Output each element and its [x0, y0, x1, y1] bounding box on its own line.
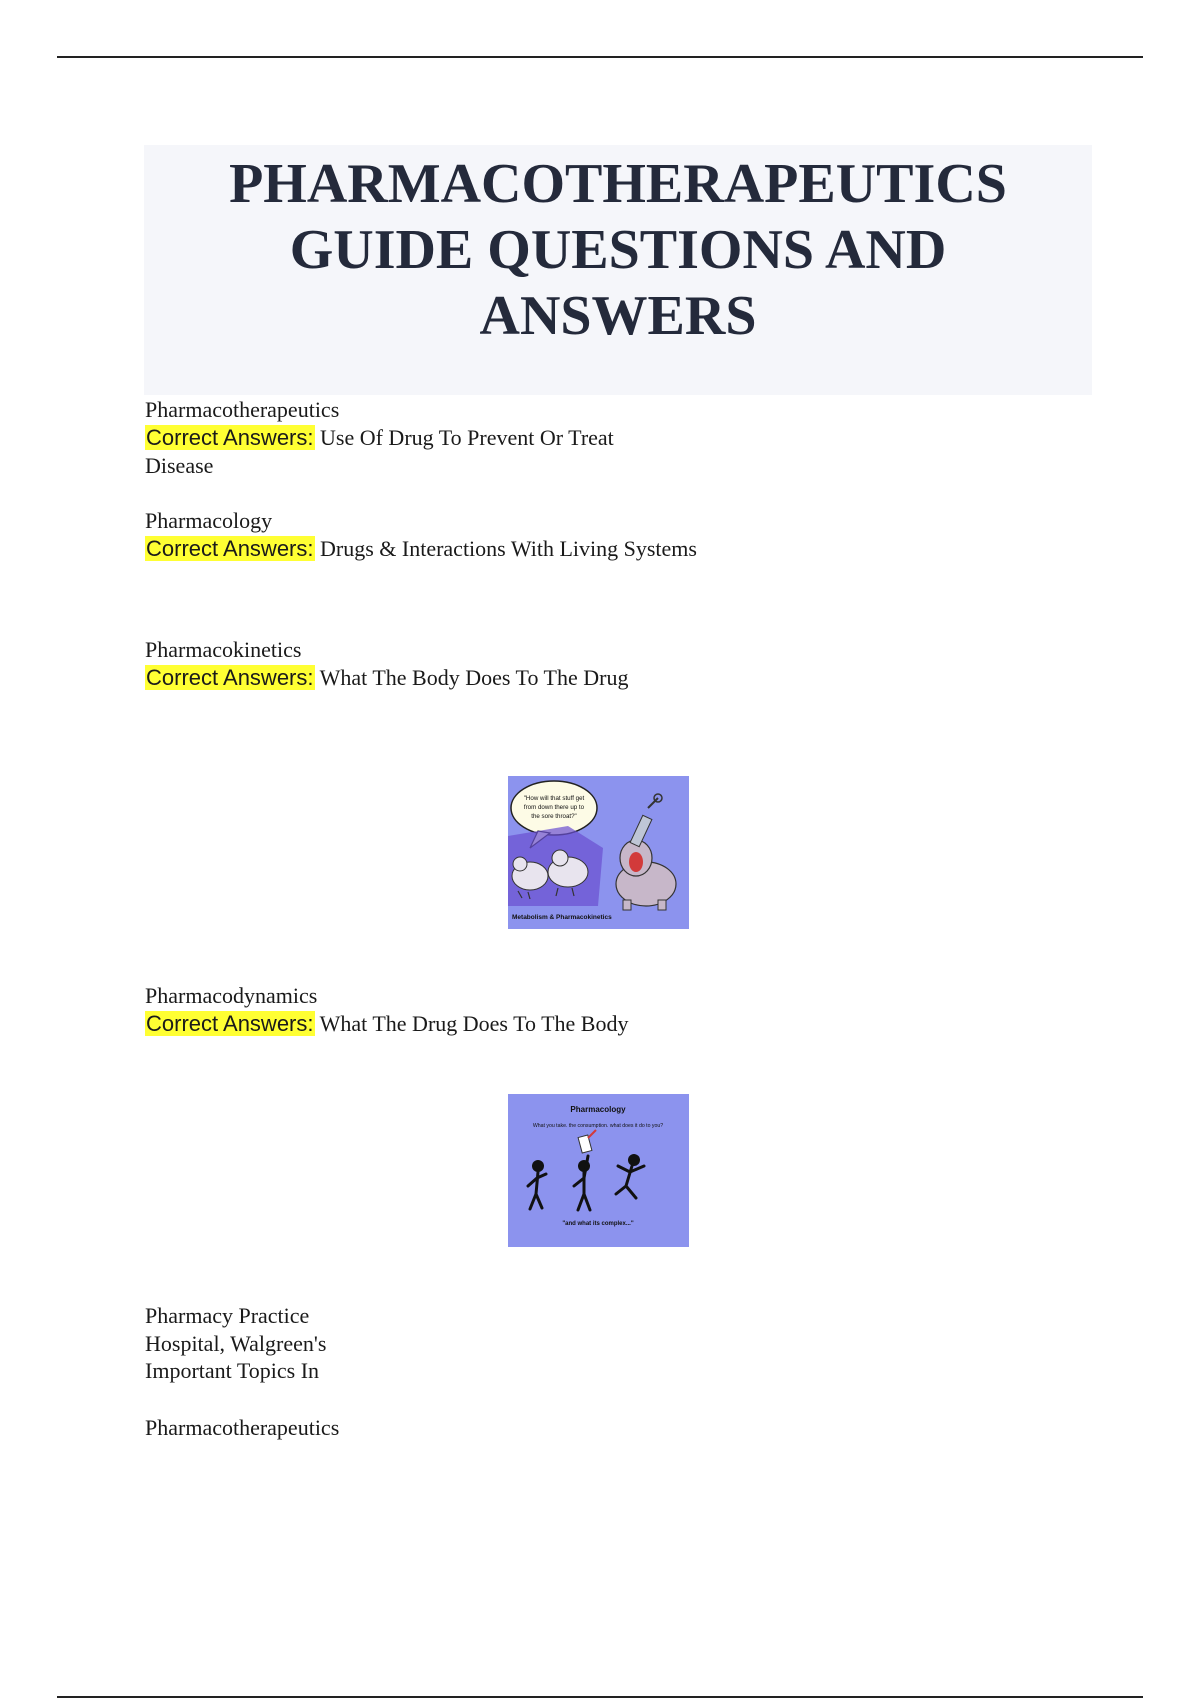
important-topics-line: Important Topics In	[145, 1358, 320, 1383]
answer-row	[145, 535, 697, 563]
term-pharmacotherapeutics: Pharmacotherapeutics	[145, 397, 340, 422]
answer-text: What The Body Does To The Drug	[319, 665, 629, 690]
cartoon-caption: Metabolism & Pharmacokinetics	[512, 914, 612, 921]
answer-text: What The Drug Does To The Body	[319, 1011, 629, 1036]
pharmacotherapeutics-line: Pharmacotherapeutics	[145, 1415, 340, 1440]
speech-line-3: the sore throat?"	[531, 813, 577, 820]
term-pharmacokinetics: Pharmacokinetics	[145, 637, 302, 662]
term-pharmacodynamics: Pharmacodynamics	[145, 983, 318, 1008]
title-line-2: GUIDE QUESTIONS AND	[289, 219, 947, 281]
term-pharmacology: Pharmacology	[145, 508, 273, 533]
answer-row	[145, 664, 628, 692]
answer-text-continued: Disease	[145, 453, 214, 478]
pharmacokinetics-cartoon	[508, 776, 689, 929]
speech-line-1: "How will that stuff get	[523, 795, 585, 802]
cartoon-heading: Pharmacology	[570, 1105, 626, 1114]
cartoon-caption: "and what its complex..."	[562, 1221, 634, 1227]
title-line-1: PHARMACOTHERAPEUTICS	[229, 153, 1007, 215]
top-rule	[57, 56, 1143, 58]
answer-row	[145, 1010, 628, 1038]
hospital-walgreens-line: Hospital, Walgreen's	[145, 1331, 327, 1356]
pharmacy-practice-line: Pharmacy Practice	[145, 1303, 310, 1328]
correct-answers-label: Correct Answers:	[146, 425, 314, 450]
correct-answers-label: Correct Answers:	[146, 536, 314, 561]
answer-text: Drugs & Interactions With Living Systems	[320, 536, 697, 561]
title-banner	[144, 145, 1092, 395]
correct-answers-label: Correct Answers:	[146, 665, 314, 690]
answer-row	[145, 424, 614, 452]
answer-text: Use Of Drug To Prevent Or Treat	[320, 425, 614, 450]
cartoon-subheading: What you take. the consumption. what does it do to you?	[532, 1123, 664, 1129]
bottom-rule	[57, 1696, 1143, 1698]
pharmacodynamics-cartoon	[508, 1094, 689, 1247]
title-line-3: ANSWERS	[479, 285, 757, 347]
speech-line-2: from down there up to	[523, 804, 585, 811]
correct-answers-label: Correct Answers:	[146, 1011, 314, 1036]
